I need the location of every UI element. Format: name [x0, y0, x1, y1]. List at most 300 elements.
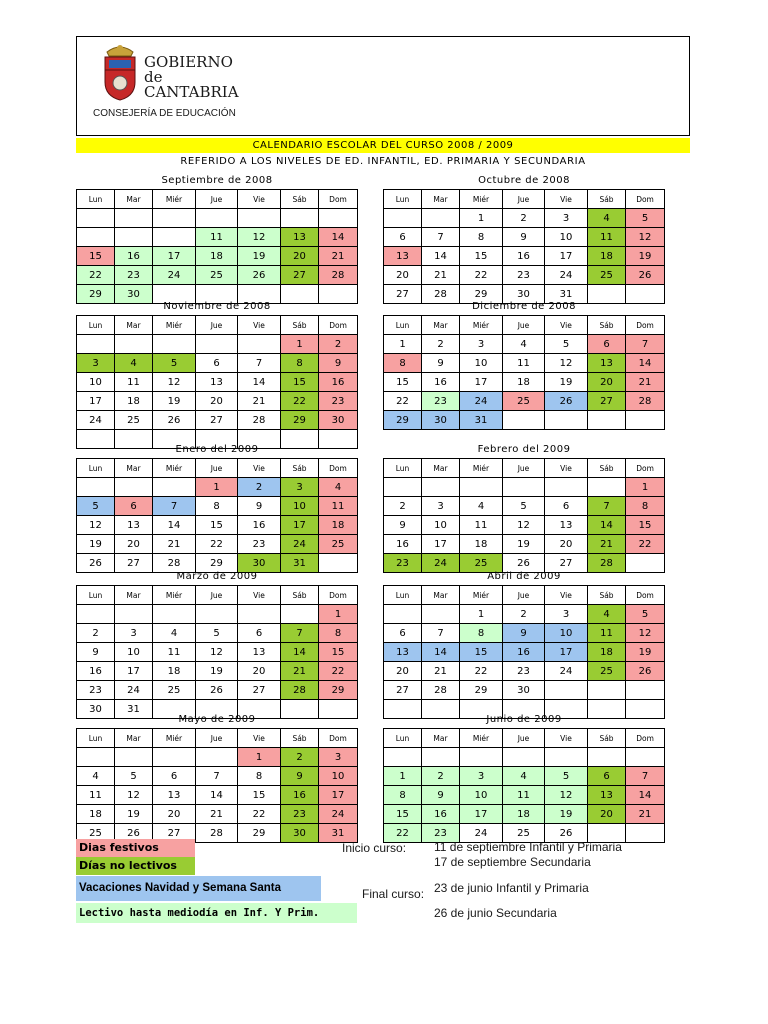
weekday-header: Sáb	[588, 190, 626, 209]
day-cell: 24	[460, 392, 503, 411]
day-cell: 22	[281, 392, 319, 411]
week-row	[77, 767, 358, 786]
weekday-header: Sáb	[281, 316, 319, 335]
day-cell: 12	[503, 516, 545, 535]
month-title: Junio de 2009	[486, 714, 562, 725]
day-cell: 19	[545, 805, 588, 824]
day-cell: 26	[238, 266, 281, 285]
weekday-header: Dom	[319, 459, 358, 478]
day-cell: 19	[196, 662, 238, 681]
month-calendar	[383, 173, 665, 304]
week-row	[77, 786, 358, 805]
empty-day-cell	[238, 209, 281, 228]
weekday-header: Dom	[626, 729, 665, 748]
week-row	[77, 535, 358, 554]
day-cell: 21	[422, 662, 460, 681]
weekday-header: Sáb	[588, 586, 626, 605]
week-row	[384, 805, 665, 824]
final-secundaria: 26 de junio Secundaria	[434, 906, 557, 920]
day-cell: 17	[545, 247, 588, 266]
empty-day-cell	[626, 748, 665, 767]
day-cell: 13	[545, 516, 588, 535]
day-cell: 28	[422, 285, 460, 304]
empty-day-cell	[545, 748, 588, 767]
final-label: Final curso:	[362, 887, 425, 901]
empty-day-cell	[115, 228, 153, 247]
day-cell: 20	[115, 535, 153, 554]
day-cell: 18	[196, 247, 238, 266]
day-cell: 13	[281, 228, 319, 247]
empty-day-cell	[384, 478, 422, 497]
day-cell: 26	[503, 554, 545, 573]
day-cell: 30	[281, 824, 319, 843]
day-cell: 6	[545, 497, 588, 516]
day-cell: 23	[422, 392, 460, 411]
weekday-header: Mar	[115, 316, 153, 335]
day-cell: 20	[384, 662, 422, 681]
weekday-header: Sáb	[588, 729, 626, 748]
calendar-title: CALENDARIO ESCOLAR DEL CURSO 2008 / 2009	[76, 138, 690, 153]
day-cell: 16	[319, 373, 358, 392]
day-cell: 6	[196, 354, 238, 373]
day-cell: 11	[196, 228, 238, 247]
day-cell: 2	[77, 624, 115, 643]
week-row	[384, 681, 665, 700]
day-cell: 20	[384, 266, 422, 285]
week-row	[384, 228, 665, 247]
day-cell: 6	[384, 624, 422, 643]
weekday-header: Mar	[422, 190, 460, 209]
day-cell: 14	[626, 354, 665, 373]
day-cell: 28	[196, 824, 238, 843]
weekday-header: Sáb	[588, 459, 626, 478]
empty-day-cell	[153, 209, 196, 228]
day-cell: 28	[238, 411, 281, 430]
day-cell: 15	[384, 373, 422, 392]
week-row	[77, 497, 358, 516]
day-cell: 18	[77, 805, 115, 824]
empty-day-cell	[626, 824, 665, 843]
day-cell: 12	[545, 354, 588, 373]
day-cell: 2	[422, 767, 460, 786]
day-cell: 25	[319, 535, 358, 554]
weekday-header: Mar	[115, 190, 153, 209]
day-cell: 18	[115, 392, 153, 411]
empty-day-cell	[77, 228, 115, 247]
day-cell: 22	[196, 535, 238, 554]
week-row	[384, 335, 665, 354]
day-cell: 20	[545, 535, 588, 554]
day-cell: 11	[588, 228, 626, 247]
weekday-header: Mar	[422, 459, 460, 478]
empty-day-cell	[196, 335, 238, 354]
day-cell: 22	[77, 266, 115, 285]
day-cell: 15	[384, 805, 422, 824]
day-cell: 29	[196, 554, 238, 573]
weekday-header: Dom	[319, 316, 358, 335]
day-cell: 19	[115, 805, 153, 824]
day-cell: 17	[115, 662, 153, 681]
month-calendar	[383, 442, 665, 573]
day-cell: 19	[626, 643, 665, 662]
day-cell: 19	[77, 535, 115, 554]
day-cell: 9	[503, 624, 545, 643]
week-row	[384, 392, 665, 411]
empty-day-cell	[115, 748, 153, 767]
weekday-header: Sáb	[281, 586, 319, 605]
day-cell: 5	[153, 354, 196, 373]
day-cell: 13	[588, 786, 626, 805]
day-cell: 29	[384, 411, 422, 430]
day-cell: 24	[77, 411, 115, 430]
day-cell: 6	[115, 497, 153, 516]
day-cell: 16	[384, 535, 422, 554]
empty-day-cell	[422, 605, 460, 624]
day-cell: 5	[503, 497, 545, 516]
legend-vacaciones: Vacaciones Navidad y Semana Santa	[76, 876, 321, 901]
month-calendar	[76, 173, 358, 304]
day-cell: 14	[153, 516, 196, 535]
week-row	[77, 516, 358, 535]
weekday-header: Sáb	[281, 729, 319, 748]
day-cell: 1	[460, 605, 503, 624]
empty-day-cell	[422, 748, 460, 767]
empty-day-cell	[77, 335, 115, 354]
day-cell: 31	[545, 285, 588, 304]
empty-day-cell	[238, 605, 281, 624]
month-title: Mayo de 2009	[178, 714, 256, 725]
day-cell: 16	[503, 247, 545, 266]
empty-day-cell	[153, 228, 196, 247]
day-cell: 23	[281, 805, 319, 824]
week-row	[77, 209, 358, 228]
day-cell: 14	[422, 247, 460, 266]
day-cell: 8	[460, 624, 503, 643]
day-cell: 14	[238, 373, 281, 392]
inicio-label: Inicio curso:	[342, 841, 407, 855]
week-row	[77, 681, 358, 700]
day-cell: 23	[238, 535, 281, 554]
day-cell: 14	[319, 228, 358, 247]
day-cell: 5	[77, 497, 115, 516]
day-cell: 26	[545, 824, 588, 843]
weekday-header: Mar	[115, 729, 153, 748]
day-cell: 25	[77, 824, 115, 843]
day-cell: 19	[153, 392, 196, 411]
day-cell: 30	[319, 411, 358, 430]
day-cell: 28	[626, 392, 665, 411]
day-cell: 10	[545, 228, 588, 247]
day-cell: 27	[281, 266, 319, 285]
day-cell: 1	[626, 478, 665, 497]
empty-day-cell	[153, 478, 196, 497]
weekday-header: Vie	[545, 190, 588, 209]
weekday-header: Jue	[196, 316, 238, 335]
day-cell: 15	[238, 786, 281, 805]
day-cell: 26	[115, 824, 153, 843]
day-cell: 30	[503, 285, 545, 304]
empty-day-cell	[545, 478, 588, 497]
day-cell: 2	[422, 335, 460, 354]
day-cell: 8	[384, 786, 422, 805]
week-row	[384, 767, 665, 786]
legend-festivos: Dias festivos	[76, 839, 195, 857]
day-cell: 29	[460, 681, 503, 700]
day-cell: 23	[384, 554, 422, 573]
empty-day-cell	[153, 335, 196, 354]
day-cell: 31	[281, 554, 319, 573]
inicio-secundaria: 17 de septiembre Secundaria	[434, 855, 591, 869]
day-cell: 14	[422, 643, 460, 662]
week-row	[384, 266, 665, 285]
day-cell: 24	[422, 554, 460, 573]
day-cell: 5	[196, 624, 238, 643]
week-row	[384, 624, 665, 643]
day-cell: 18	[588, 247, 626, 266]
day-cell: 10	[422, 516, 460, 535]
day-cell: 21	[319, 247, 358, 266]
weekday-header: Lun	[384, 729, 422, 748]
month-title: Octubre de 2008	[478, 175, 570, 186]
week-row	[384, 209, 665, 228]
week-row	[384, 643, 665, 662]
week-row	[384, 605, 665, 624]
day-cell: 25	[588, 266, 626, 285]
empty-day-cell	[77, 478, 115, 497]
day-cell: 12	[626, 228, 665, 247]
weekday-header: Miér	[153, 459, 196, 478]
calendar-subtitle: REFERIDO A LOS NIVELES DE ED. INFANTIL, ED. PRIMARIA Y SECUNDARIA	[180, 156, 586, 167]
day-cell: 3	[77, 354, 115, 373]
day-cell: 20	[588, 805, 626, 824]
weekday-header: Lun	[77, 729, 115, 748]
week-row	[384, 516, 665, 535]
day-cell: 15	[77, 247, 115, 266]
day-cell: 31	[319, 824, 358, 843]
final-infantil-primaria: 23 de junio Infantil y Primaria	[434, 881, 589, 895]
day-cell: 1	[460, 209, 503, 228]
weekday-header: Sáb	[588, 316, 626, 335]
week-row	[77, 411, 358, 430]
empty-day-cell	[384, 209, 422, 228]
month-calendar	[383, 569, 665, 719]
month-title: Enero del 2009	[175, 444, 259, 455]
day-cell: 15	[281, 373, 319, 392]
day-cell: 9	[281, 767, 319, 786]
day-cell: 5	[115, 767, 153, 786]
day-cell: 11	[153, 643, 196, 662]
month-title: Febrero del 2009	[477, 444, 571, 455]
org-name	[144, 55, 239, 100]
weekday-header: Dom	[319, 729, 358, 748]
week-row	[77, 624, 358, 643]
day-cell: 13	[196, 373, 238, 392]
day-cell: 16	[422, 805, 460, 824]
day-cell: 10	[281, 497, 319, 516]
month-title: Abril de 2009	[487, 571, 561, 582]
day-cell: 14	[196, 786, 238, 805]
day-cell: 30	[503, 681, 545, 700]
day-cell: 25	[503, 824, 545, 843]
day-cell: 12	[77, 516, 115, 535]
day-cell: 24	[545, 662, 588, 681]
day-cell: 8	[281, 354, 319, 373]
month-calendar	[76, 299, 358, 449]
month-title: Noviembre de 2008	[163, 301, 271, 312]
day-cell: 21	[153, 535, 196, 554]
day-cell: 13	[238, 643, 281, 662]
week-row	[77, 373, 358, 392]
week-row	[77, 266, 358, 285]
day-cell: 17	[281, 516, 319, 535]
day-cell: 11	[588, 624, 626, 643]
day-cell: 5	[626, 209, 665, 228]
day-cell: 22	[384, 824, 422, 843]
day-cell: 1	[238, 748, 281, 767]
day-cell: 17	[545, 643, 588, 662]
day-cell: 11	[460, 516, 503, 535]
empty-day-cell	[545, 681, 588, 700]
day-cell: 20	[238, 662, 281, 681]
week-row	[77, 392, 358, 411]
day-cell: 29	[77, 285, 115, 304]
day-cell: 6	[384, 228, 422, 247]
empty-day-cell	[422, 478, 460, 497]
day-cell: 18	[153, 662, 196, 681]
day-cell: 8	[196, 497, 238, 516]
weekday-header: Lun	[77, 316, 115, 335]
day-cell: 28	[422, 681, 460, 700]
day-cell: 9	[422, 354, 460, 373]
day-cell: 7	[238, 354, 281, 373]
day-cell: 28	[281, 681, 319, 700]
day-cell: 8	[626, 497, 665, 516]
day-cell: 15	[319, 643, 358, 662]
day-cell: 4	[503, 335, 545, 354]
month-calendar	[76, 569, 358, 719]
empty-day-cell	[115, 478, 153, 497]
day-cell: 22	[460, 662, 503, 681]
day-cell: 4	[588, 605, 626, 624]
day-cell: 19	[626, 247, 665, 266]
week-row	[384, 411, 665, 430]
day-cell: 3	[545, 209, 588, 228]
empty-day-cell	[238, 335, 281, 354]
weekday-header: Lun	[77, 190, 115, 209]
day-cell: 15	[196, 516, 238, 535]
day-cell: 31	[115, 700, 153, 719]
day-cell: 24	[460, 824, 503, 843]
day-cell: 13	[384, 247, 422, 266]
week-row	[77, 354, 358, 373]
day-cell: 4	[503, 767, 545, 786]
day-cell: 1	[384, 767, 422, 786]
day-cell: 31	[460, 411, 503, 430]
day-cell: 24	[153, 266, 196, 285]
day-cell: 19	[503, 535, 545, 554]
weekday-header: Jue	[503, 459, 545, 478]
day-cell: 22	[384, 392, 422, 411]
day-cell: 1	[281, 335, 319, 354]
week-row	[77, 335, 358, 354]
day-cell: 22	[238, 805, 281, 824]
weekday-header: Jue	[196, 586, 238, 605]
weekday-header: Vie	[238, 729, 281, 748]
day-cell: 30	[422, 411, 460, 430]
day-cell: 10	[545, 624, 588, 643]
day-cell: 27	[545, 554, 588, 573]
day-cell: 3	[319, 748, 358, 767]
weekday-header: Jue	[503, 729, 545, 748]
day-cell: 18	[503, 373, 545, 392]
weekday-header: Vie	[238, 459, 281, 478]
empty-day-cell	[115, 209, 153, 228]
weekday-header: Lun	[384, 316, 422, 335]
day-cell: 28	[153, 554, 196, 573]
empty-day-cell	[196, 209, 238, 228]
day-cell: 3	[460, 767, 503, 786]
weekday-header: Lun	[77, 586, 115, 605]
empty-day-cell	[384, 605, 422, 624]
day-cell: 26	[153, 411, 196, 430]
empty-day-cell	[115, 335, 153, 354]
day-cell: 14	[626, 786, 665, 805]
day-cell: 7	[626, 335, 665, 354]
day-cell: 30	[77, 700, 115, 719]
day-cell: 11	[503, 354, 545, 373]
empty-day-cell	[588, 748, 626, 767]
weekday-header: Dom	[626, 459, 665, 478]
week-row	[77, 748, 358, 767]
day-cell: 27	[153, 824, 196, 843]
weekday-header: Vie	[545, 459, 588, 478]
week-row	[384, 662, 665, 681]
day-cell: 20	[153, 805, 196, 824]
day-cell: 18	[319, 516, 358, 535]
week-row	[77, 228, 358, 247]
weekday-header: Vie	[238, 190, 281, 209]
empty-day-cell	[626, 681, 665, 700]
day-cell: 24	[319, 805, 358, 824]
weekday-header: Miér	[153, 729, 196, 748]
weekday-header: Vie	[238, 316, 281, 335]
day-cell: 25	[460, 554, 503, 573]
day-cell: 22	[460, 266, 503, 285]
day-cell: 15	[626, 516, 665, 535]
month-title: Septiembre de 2008	[161, 175, 273, 186]
weekday-header: Mar	[422, 729, 460, 748]
empty-day-cell	[77, 209, 115, 228]
empty-day-cell	[503, 748, 545, 767]
month-calendar	[76, 442, 358, 573]
day-cell: 9	[238, 497, 281, 516]
week-row	[384, 354, 665, 373]
weekday-header: Dom	[626, 190, 665, 209]
day-cell: 25	[196, 266, 238, 285]
weekday-header: Dom	[626, 316, 665, 335]
day-cell: 9	[77, 643, 115, 662]
day-cell: 4	[77, 767, 115, 786]
empty-day-cell	[503, 411, 545, 430]
day-cell: 29	[460, 285, 503, 304]
weekday-header: Dom	[626, 586, 665, 605]
day-cell: 17	[77, 392, 115, 411]
day-cell: 25	[503, 392, 545, 411]
day-cell: 25	[588, 662, 626, 681]
day-cell: 14	[588, 516, 626, 535]
day-cell: 2	[503, 605, 545, 624]
day-cell: 6	[153, 767, 196, 786]
